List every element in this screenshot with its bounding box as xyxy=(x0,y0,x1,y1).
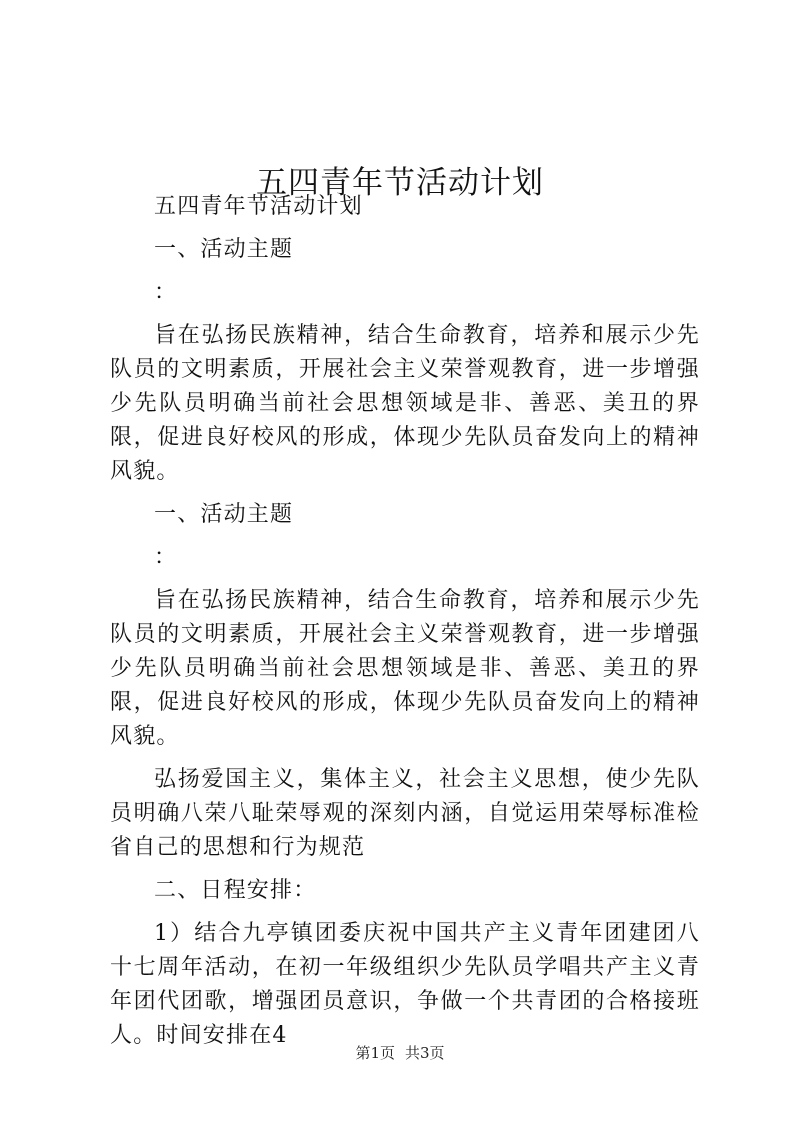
purpose-paragraph-repeat: 旨在弘扬民族精神，结合生命教育，培养和展示少先队员的文明素质，开展社会主义荣誉观教育，进一步增强少先队员明确当前社会思想领域是非、善恶、美丑的界限，促进良好校风的形成，体现少先队员奋发向上的精神风貌。 xyxy=(110,588,700,749)
page-total: 共3页 xyxy=(405,1044,445,1062)
goal-paragraph: 弘扬爱国主义，集体主义，社会主义思想，使少先队员明确八荣八耻荣辱观的深刻内涵，自觉运用荣辱标准检省自己的思想和行为规范 xyxy=(110,767,700,860)
subtitle-paragraph: 五四青年节活动计划 xyxy=(154,194,363,219)
purpose-paragraph: 旨在弘扬民族精神，结合生命教育，培养和展示少先队员的文明素质，开展社会主义荣誉观教育，进一步增强少先队员明确当前社会思想领域是非、善恶、美丑的界限，促进良好校风的形成，体现少先队员奋发向上的精神风貌。 xyxy=(110,323,700,484)
page-number: 第1页 xyxy=(355,1044,395,1062)
schedule-item-1: 1）结合九亭镇团委庆祝中国共产主义青年团建团八十七周年活动，在初一年级组织少先队员学唱共产主义青年团代团歌，增强团员意识，争做一个共青团的合格接班人。时间安排在4 xyxy=(110,921,700,1048)
document-body xyxy=(110,190,700,1062)
section-heading-theme: 一、活动主题 xyxy=(154,237,294,262)
colon-line: ： xyxy=(154,280,178,305)
section-heading-theme-repeat: 一、活动主题 xyxy=(154,502,294,527)
section-heading-schedule: 二、日程安排： xyxy=(154,878,317,903)
document-title: 五四青年节活动计划 xyxy=(256,164,544,201)
colon-line-repeat: ： xyxy=(154,545,178,570)
page-footer xyxy=(0,1042,800,1064)
